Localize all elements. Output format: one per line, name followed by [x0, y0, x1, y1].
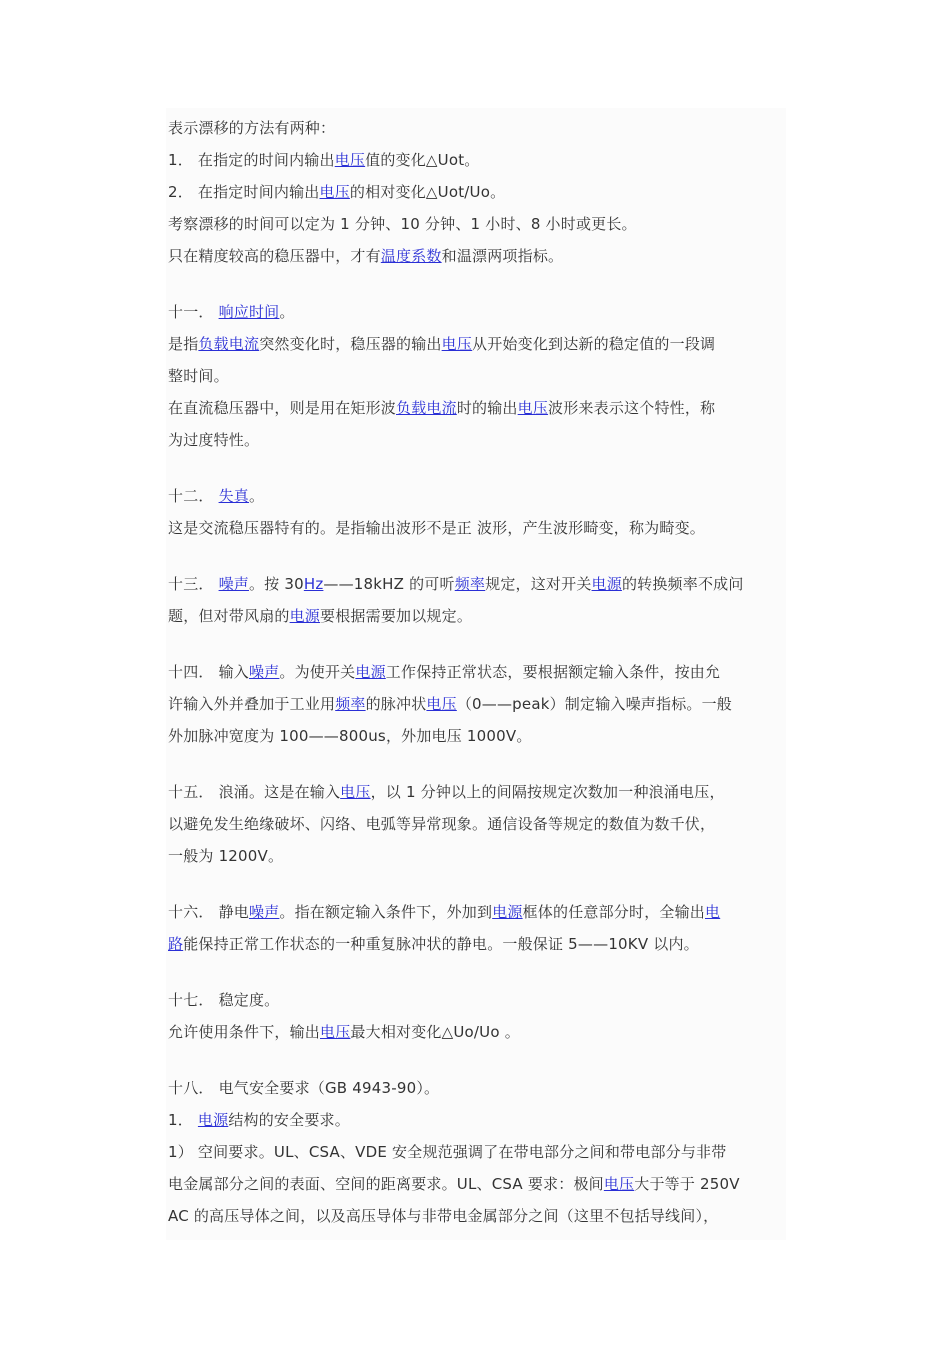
text-run: 以避免发生绝缘破坏、闪络、电弧等异常现象。通信设备等规定的数值为数千伏，	[168, 815, 716, 833]
text-run: 从开始变化到达新的稳定值的一段调	[472, 335, 716, 353]
text-run: 允许使用条件下，输出	[168, 1023, 321, 1041]
hyperlink[interactable]: 电源	[591, 575, 622, 593]
text-line	[168, 334, 715, 354]
hyperlink[interactable]: 电	[705, 903, 721, 921]
text-run: 大于等于 250V	[634, 1175, 740, 1193]
text-run: 1．	[168, 1111, 198, 1129]
text-run: 能保持正常工作状态的一种重复脉冲状的静电。一般保证 5——10KV 以内。	[183, 935, 699, 953]
hyperlink[interactable]: Hz	[303, 575, 324, 593]
text-run: 考察漂移的时间可以定为 1 分钟、10 分钟、1 小时、8 小时或更长。	[168, 215, 637, 233]
text-line	[168, 846, 283, 866]
hyperlink[interactable]: 路	[168, 935, 184, 953]
text-run: 是指	[168, 335, 199, 353]
text-line	[168, 782, 725, 802]
text-line	[168, 302, 295, 322]
text-line	[168, 1206, 718, 1226]
text-run: 。按 30	[248, 575, 304, 593]
text-run: 外加脉冲宽度为 100——800us，外加电压 1000V。	[168, 727, 532, 745]
hyperlink[interactable]: 电压	[603, 1175, 635, 1193]
hyperlink[interactable]: 电压	[334, 151, 366, 169]
text-run: 十一．	[168, 303, 219, 321]
text-run: 。	[279, 303, 295, 321]
text-line	[168, 606, 472, 626]
hyperlink[interactable]: 电压	[441, 335, 473, 353]
text-line	[168, 1078, 439, 1098]
text-run: 。为使开关	[279, 663, 356, 681]
text-line	[168, 486, 264, 506]
text-line	[168, 150, 480, 170]
hyperlink[interactable]: 负载电流	[198, 335, 260, 353]
hyperlink[interactable]: 噪声	[248, 903, 280, 921]
text-run: 规定，这对开关	[485, 575, 592, 593]
text-line	[168, 1022, 520, 1042]
text-run: 时的输出	[456, 399, 518, 417]
text-line	[168, 1174, 740, 1194]
text-run: 。	[248, 487, 265, 505]
text-run: 波形来表示这个特性，称	[548, 399, 716, 417]
text-run: 在直流稳压器中，则是用在矩形波	[168, 399, 397, 417]
text-run: 只在精度较高的稳压器中，才有	[168, 247, 381, 265]
text-run: （0——peak）制定输入噪声指标。一般	[456, 695, 733, 713]
hyperlink[interactable]: 负载电流	[396, 399, 457, 417]
text-run: 的相对变化△Uot/Uo。	[349, 183, 506, 201]
hyperlink[interactable]: 电压	[517, 399, 549, 417]
text-line	[168, 694, 732, 714]
text-run: 和温漂两项指标。	[441, 247, 564, 265]
text-run: 一般为 1200V。	[168, 847, 284, 865]
text-run: 要根据需要加以规定。	[320, 607, 473, 625]
text-run: 值的变化△Uot。	[365, 151, 480, 169]
hyperlink[interactable]: 频率	[454, 575, 486, 593]
hyperlink[interactable]: 噪声	[218, 575, 249, 593]
text-line	[168, 214, 637, 234]
text-run: 的脉冲状	[365, 695, 427, 713]
hyperlink[interactable]: 频率	[335, 695, 366, 713]
hyperlink[interactable]: 温度系数	[380, 247, 442, 265]
text-line	[168, 366, 229, 386]
hyperlink[interactable]: 电压	[340, 783, 371, 801]
text-run: 为过度特性。	[168, 431, 260, 449]
text-line	[168, 118, 335, 138]
text-run: 2． 在指定时间内输出	[168, 183, 320, 201]
text-run: 十三．	[168, 575, 219, 593]
text-line	[168, 662, 720, 682]
text-run: 十二．	[168, 487, 219, 505]
text-run: 突然变化时，稳压器的输出	[259, 335, 442, 353]
text-line	[168, 1110, 350, 1130]
text-line	[168, 518, 705, 538]
text-run: 这是交流稳压器特有的。是指输出波形不是正 波形，产生波形畸变，称为畸变。	[168, 519, 705, 537]
text-line	[168, 1142, 726, 1162]
text-line	[168, 182, 505, 202]
hyperlink[interactable]: 电源	[289, 607, 321, 625]
text-run: 题，但对带风扇的	[168, 607, 290, 625]
text-run: 十五． 浪涌。这是在输入	[168, 783, 341, 801]
text-run: 1） 空间要求。UL、CSA、VDE 安全规范强调了在带电部分之间和带电部分与非带	[168, 1143, 727, 1161]
text-line	[168, 574, 744, 594]
text-line	[168, 430, 259, 450]
text-run: 1． 在指定的时间内输出	[168, 151, 335, 169]
text-run: 许输入外并叠加于工业用	[168, 695, 336, 713]
text-run: 的转换频率不成问	[621, 575, 744, 593]
text-run: 整时间。	[168, 367, 229, 385]
text-run: 。指在额定输入条件下，外加到	[279, 903, 493, 921]
hyperlink[interactable]: 噪声	[248, 663, 280, 681]
text-run: 电金属部分之间的表面、空间的距离要求。UL、CSA 要求：极间	[168, 1175, 604, 1193]
text-line	[168, 814, 715, 834]
text-run: ，以 1 分钟以上的间隔按规定次数加一种浪涌电压，	[370, 783, 725, 801]
hyperlink[interactable]: 电压	[319, 183, 350, 201]
text-line	[168, 990, 279, 1010]
text-line	[168, 902, 720, 922]
text-run: AC 的高压导体之间，以及高压导体与非带电金属部分之间（这里不包括导线间），	[168, 1207, 719, 1225]
text-run: 十八． 电气安全要求（GB 4943-90）。	[168, 1079, 440, 1097]
hyperlink[interactable]: 电源	[197, 1111, 229, 1129]
text-line	[168, 726, 532, 746]
hyperlink[interactable]: 电压	[320, 1023, 351, 1041]
text-run: 十四． 输入	[168, 663, 249, 681]
text-line	[168, 934, 699, 954]
hyperlink[interactable]: 电压	[426, 695, 457, 713]
hyperlink[interactable]: 电源	[355, 663, 386, 681]
hyperlink[interactable]: 电源	[492, 903, 523, 921]
text-line	[168, 246, 563, 266]
text-line	[168, 398, 715, 418]
text-run: 结构的安全要求。	[228, 1111, 350, 1129]
text-run: 工作保持正常状态，要根据额定输入条件，按由允	[385, 663, 721, 681]
text-run: 框体的任意部分时，全输出	[522, 903, 705, 921]
text-run: 最大相对变化△Uo/Uo 。	[350, 1023, 520, 1041]
text-run: ——18kHZ 的可听	[323, 575, 455, 593]
hyperlink[interactable]: 响应时间	[218, 303, 280, 321]
text-run: 表示漂移的方法有两种：	[168, 119, 336, 137]
hyperlink[interactable]: 失真	[218, 487, 249, 505]
text-run: 十六． 静电	[168, 903, 249, 921]
text-run: 十七． 稳定度。	[168, 991, 280, 1009]
